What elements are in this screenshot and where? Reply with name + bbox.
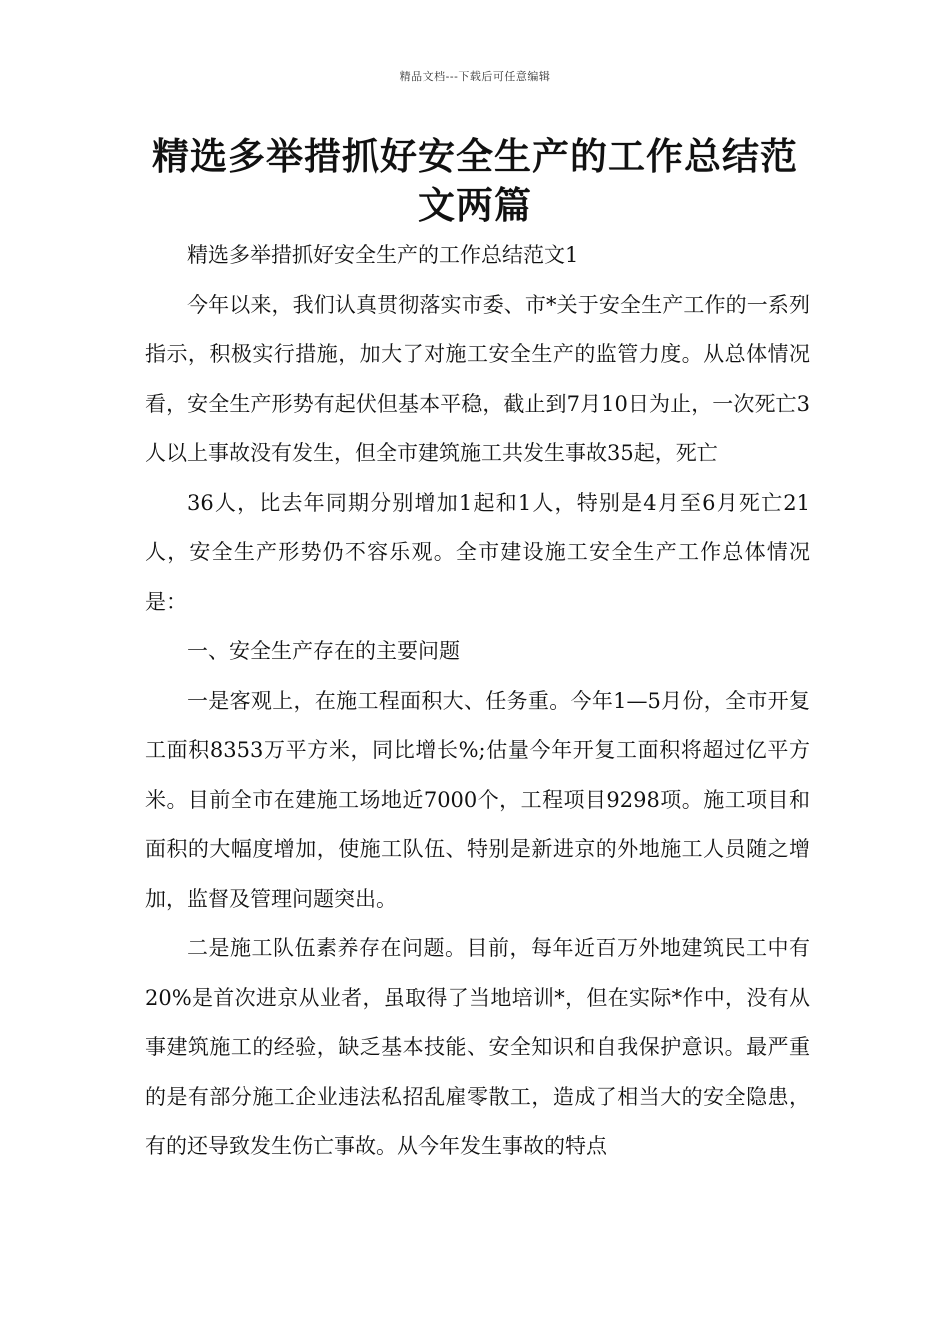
document-title: [120, 132, 830, 230]
section-subtitle: 精选多举措抓好安全生产的工作总结范文1: [187, 243, 579, 267]
paragraph-problem-one: 一是客观上，在施工程面积大、任务重。今年1—5月份，全市开复工面积8353万平方米，同比增长%;估量今年开复工面积将超过亿平方米。目前全市在建施工场地近7000个，工程项目9298项。施工项目和面积的大幅度增加，使施工队伍、特别是新进京的外地施工人员随之增加，监督及管理问题突出。: [145, 688, 810, 911]
document-title-line-2: 文两篇: [418, 183, 532, 227]
section-heading-problems: 一、安全生产存在的主要问题: [187, 639, 460, 663]
paragraph-problem-two: 二是施工队伍素养存在问题。目前，每年近百万外地建筑民工中有20%是首次进京从业者，虽取得了当地培训*，但在实际*作中，没有从事建筑施工的经验，缺乏基本技能、安全知识和自我保护意识。最严重的是有部分施工企业违法私招乱雇零散工，造成了相当大的安全隐患，有的还导致发生伤亡事故。从今年发生事故的特点: [145, 936, 810, 1158]
document-header-note: 精品文档---下载后可任意编辑: [399, 70, 551, 83]
document-body: [145, 231, 810, 1172]
document-title-line-1: 精选多举措抓好安全生产的工作总结范: [152, 134, 798, 178]
paragraph-intro: 今年以来，我们认真贯彻落实市委、市*关于安全生产工作的一系列指示，积极实行措施，加大了对施工安全生产的监管力度。从总体情况看，安全生产形势有起伏但基本平稳，截止到7月10日为止，一次死亡3人以上事故没有发生，但全市建筑施工共发生事故35起，死亡: [145, 292, 810, 465]
paragraph-situation: 36人，比去年同期分别增加1起和1人，特别是4月至6月死亡21人，安全生产形势仍不容乐观。全市建设施工安全生产工作总体情况是：: [145, 490, 810, 614]
